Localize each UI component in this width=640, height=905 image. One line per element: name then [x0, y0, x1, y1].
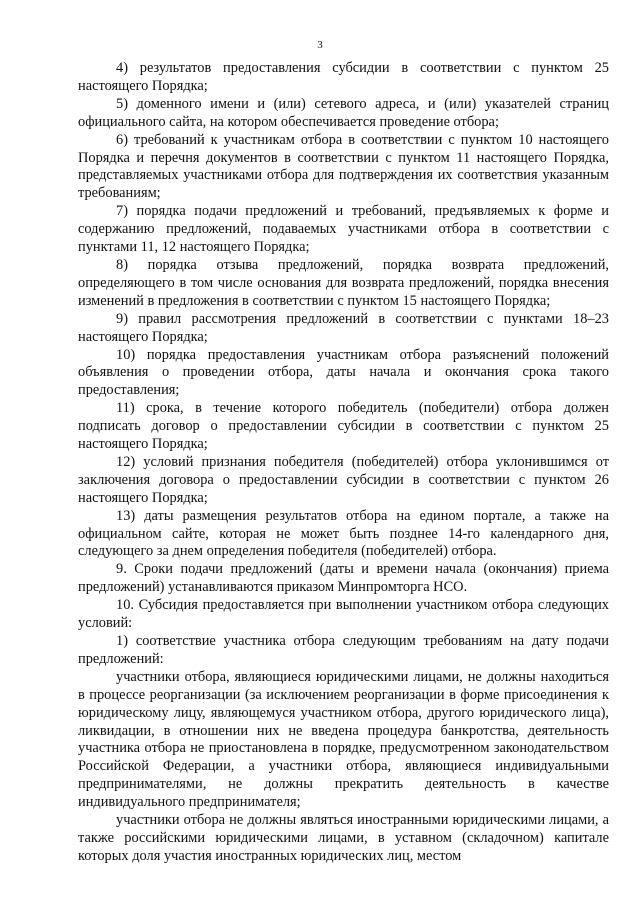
paragraph: 9. Сроки подачи предложений (даты и времени начала (окончания) приема предложений) устанавливаются приказом Минпромторга НСО.: [78, 561, 609, 596]
paragraph: 12) условий признания победителя (победителей) отбора уклонившимся от заключения договора о предоставлении субсидии в соответствии с пунктом 26 настоящего Порядка;: [78, 453, 609, 506]
paragraph: 13) даты размещения результатов отбора на едином портале, а также на официальном сайте, которая не может быть позднее 14-го календарного дня, следующего за днем определения победителя (победителей) отбора.: [78, 507, 609, 560]
paragraph: 5) доменного имени и (или) сетевого адреса, и (или) указателей страниц официального сайта, на котором обеспечивается проведение отбора;: [78, 95, 609, 130]
paragraph: 9) правил рассмотрения предложений в соответствии с пунктами 18–23 настоящего Порядка;: [78, 310, 609, 345]
paragraph: 7) порядка подачи предложений и требований, предъявляемых к форме и содержанию предложений, подаваемых участниками отбора в соответствии с пунктами 11, 12 настоящего Порядка;: [78, 203, 609, 256]
paragraph: 6) требований к участникам отбора в соответствии с пунктом 10 настоящего Порядка и перечня документов в соответствии с пунктом 11 настоящего Порядка, представляемых участниками отбора для подтверждения их соответствия указанным требованиям;: [78, 131, 609, 202]
paragraph: участники отбора не должны являться иностранными юридическими лицами, а также российскими юридическими лицами, в уставном (складочном) капитале которых доля участия иностранных юридических лиц, местом: [78, 812, 609, 864]
paragraph: 11) срока, в течение которого победитель (победители) отбора должен подписать договор о предоставлении субсидии в соответствии с пунктом 25 настоящего Порядка;: [78, 400, 609, 453]
paragraph: 10. Субсидия предоставляется при выполнении участником отбора следующих условий:: [78, 597, 609, 632]
paragraph: 10) порядка предоставления участникам отбора разъяснений положений объявления о проведении отбора, даты начала и окончания срока такого предоставления;: [78, 346, 609, 399]
paragraph: участники отбора, являющиеся юридическими лицами, не должны находиться в процессе реорганизации (за исключением реорганизации в форме присоединения к юридическому лицу, являющемуся участником отбора, другого юридического лица), ликвидации, в отношении них не введена процедура банкротства, деятельность участника отбора не приостановлена в порядке, предусмотренном законодательством Российской Федерации, а участники отбора, являющиеся индивидуальными предпринимателями, не должны прекратить деятельность в качестве индивидуального предпринимателя;: [78, 668, 609, 811]
paragraph: 8) порядка отзыва предложений, порядка возврата предложений, определяющего в том числе основания для возврата предложений, порядка внесения изменений в предложения в соответствии с пунктом 15 настоящего Порядка;: [78, 256, 609, 309]
paragraph: 1) соответствие участника отбора следующим требованиям на дату подачи предложений:: [78, 633, 609, 667]
page-number: 3: [317, 39, 323, 51]
document-body: [78, 60, 609, 866]
paragraph: 4) результатов предоставления субсидии в соответствии с пунктом 25 настоящего Порядка;: [78, 60, 609, 94]
